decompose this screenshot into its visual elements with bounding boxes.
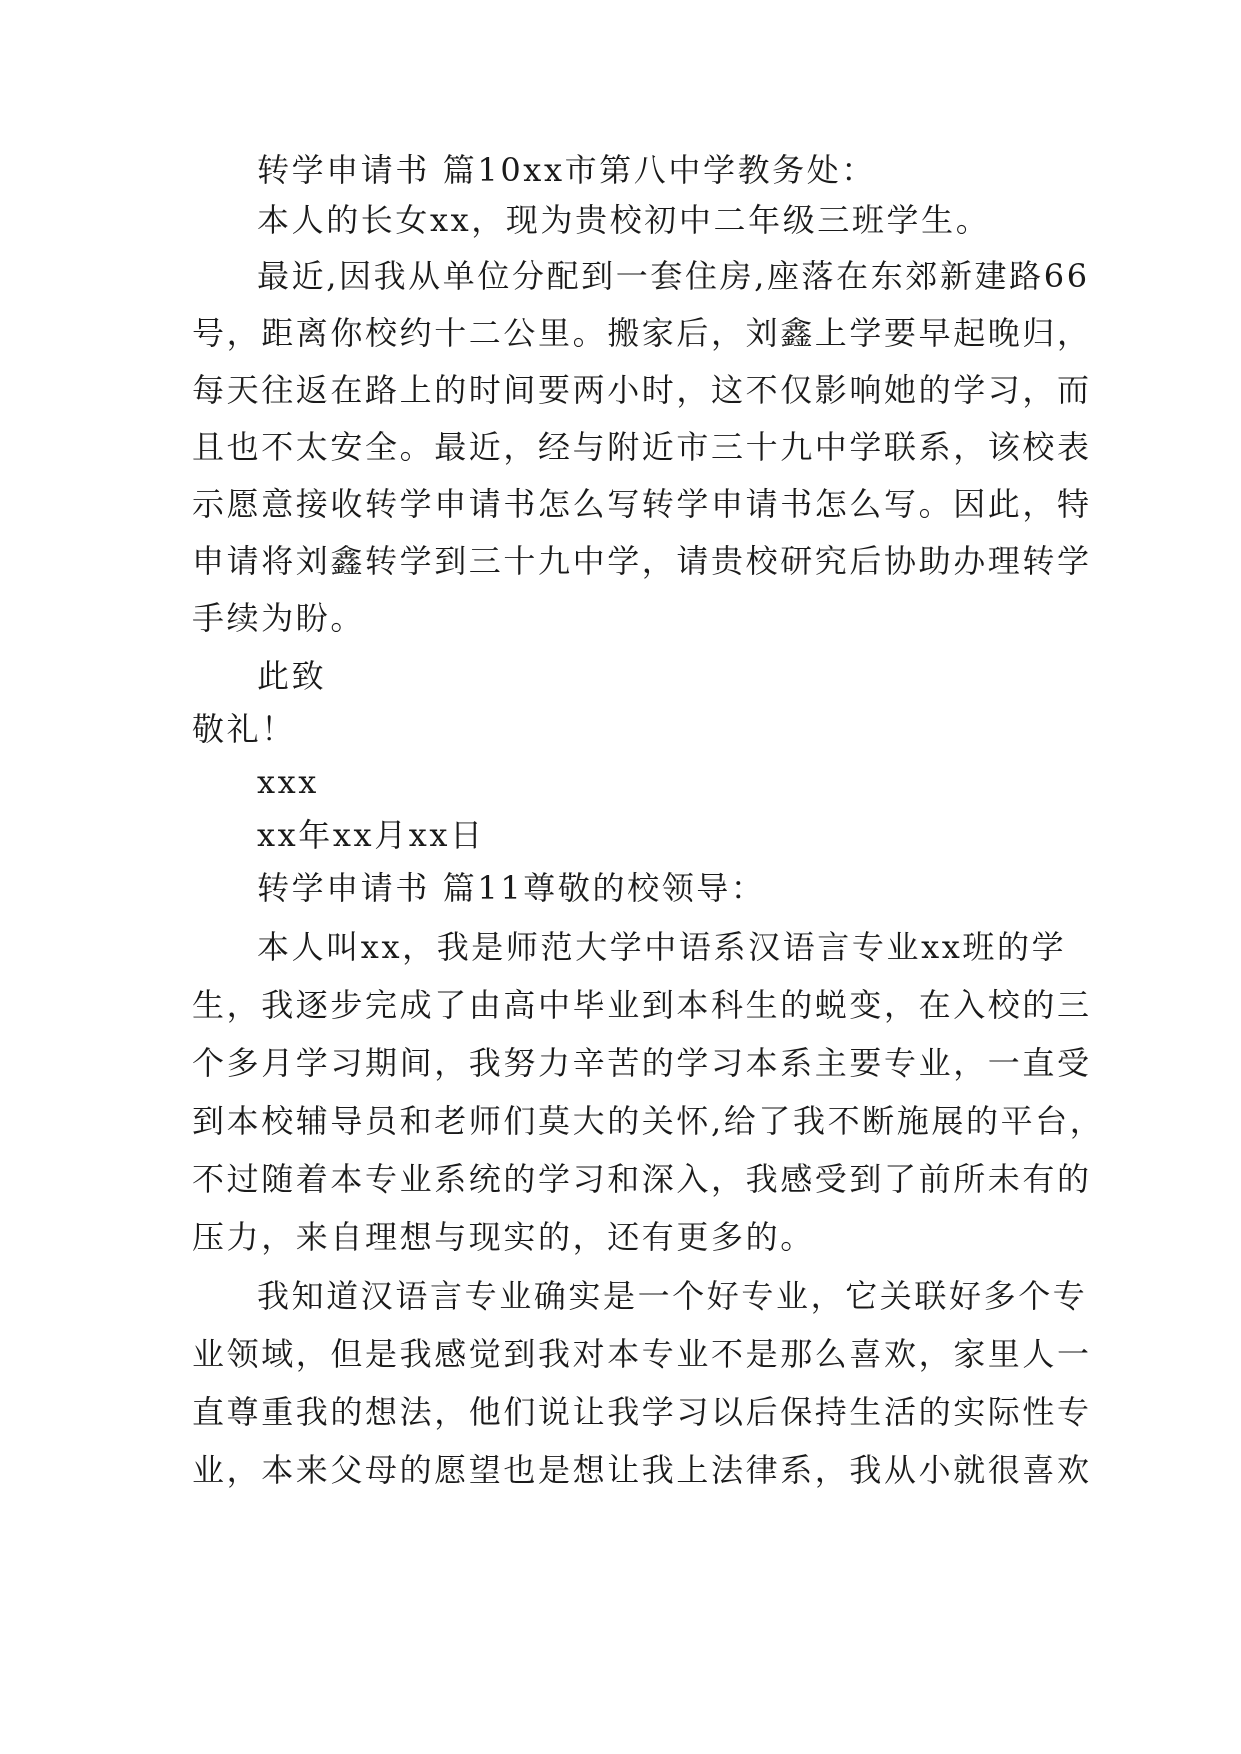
text-line: 敬礼！: [192, 710, 296, 748]
text-line: 业，本来父母的愿望也是想让我上法律系，我从小就很喜欢: [192, 1451, 1092, 1489]
text-line: 最近,因我从单位分配到一套住房,座落在东郊新建路66: [257, 257, 1090, 295]
text-line: 到本校辅导员和老师们莫大的关怀,给了我不断施展的平台，: [192, 1102, 1105, 1140]
text-line: 每天往返在路上的时间要两小时，这不仅影响她的学习，而: [192, 371, 1092, 409]
text-line: xxx: [257, 763, 319, 801]
text-line: 号，距离你校约十二公里。搬家后，刘鑫上学要早起晚归，: [192, 314, 1092, 352]
text-line: 不过随着本专业系统的学习和深入，我感受到了前所未有的: [192, 1160, 1092, 1198]
text-line: 个多月学习期间，我努力辛苦的学习本系主要专业，一直受: [192, 1044, 1092, 1082]
text-line: xx年xx月xx日: [257, 816, 485, 854]
text-line: 此致: [257, 657, 327, 695]
text-line: 示愿意接收转学申请书怎么写转学申请书怎么写。因此，特: [192, 485, 1092, 523]
text-line: 且也不太安全。最近，经与附近市三十九中学联系，该校表: [192, 428, 1092, 466]
text-line: 我知道汉语言专业确实是一个好专业，它关联好多个专: [257, 1277, 1088, 1315]
text-line: 直尊重我的想法，他们说让我学习以后保持生活的实际性专: [192, 1393, 1092, 1431]
text-line: 转学申请书 篇11尊敬的校领导：: [257, 869, 766, 907]
text-line: 生，我逐步完成了由高中毕业到本科生的蜕变，在入校的三: [192, 986, 1092, 1024]
text-line: 业领域，但是我感觉到我对本专业不是那么喜欢，家里人一: [192, 1335, 1092, 1373]
text-line: 转学申请书 篇10xx市第八中学教务处：: [257, 151, 876, 189]
text-line: 压力，来自理想与现实的，还有更多的。: [192, 1218, 815, 1256]
text-line: 申请将刘鑫转学到三十九中学，请贵校研究后协助办理转学: [192, 542, 1092, 580]
text-line: 手续为盼。: [192, 599, 366, 637]
text-line: 本人的长女xx，现为贵校初中二年级三班学生。: [257, 201, 991, 239]
text-line: 本人叫xx，我是师范大学中语系汉语言专业xx班的学: [257, 928, 1067, 966]
